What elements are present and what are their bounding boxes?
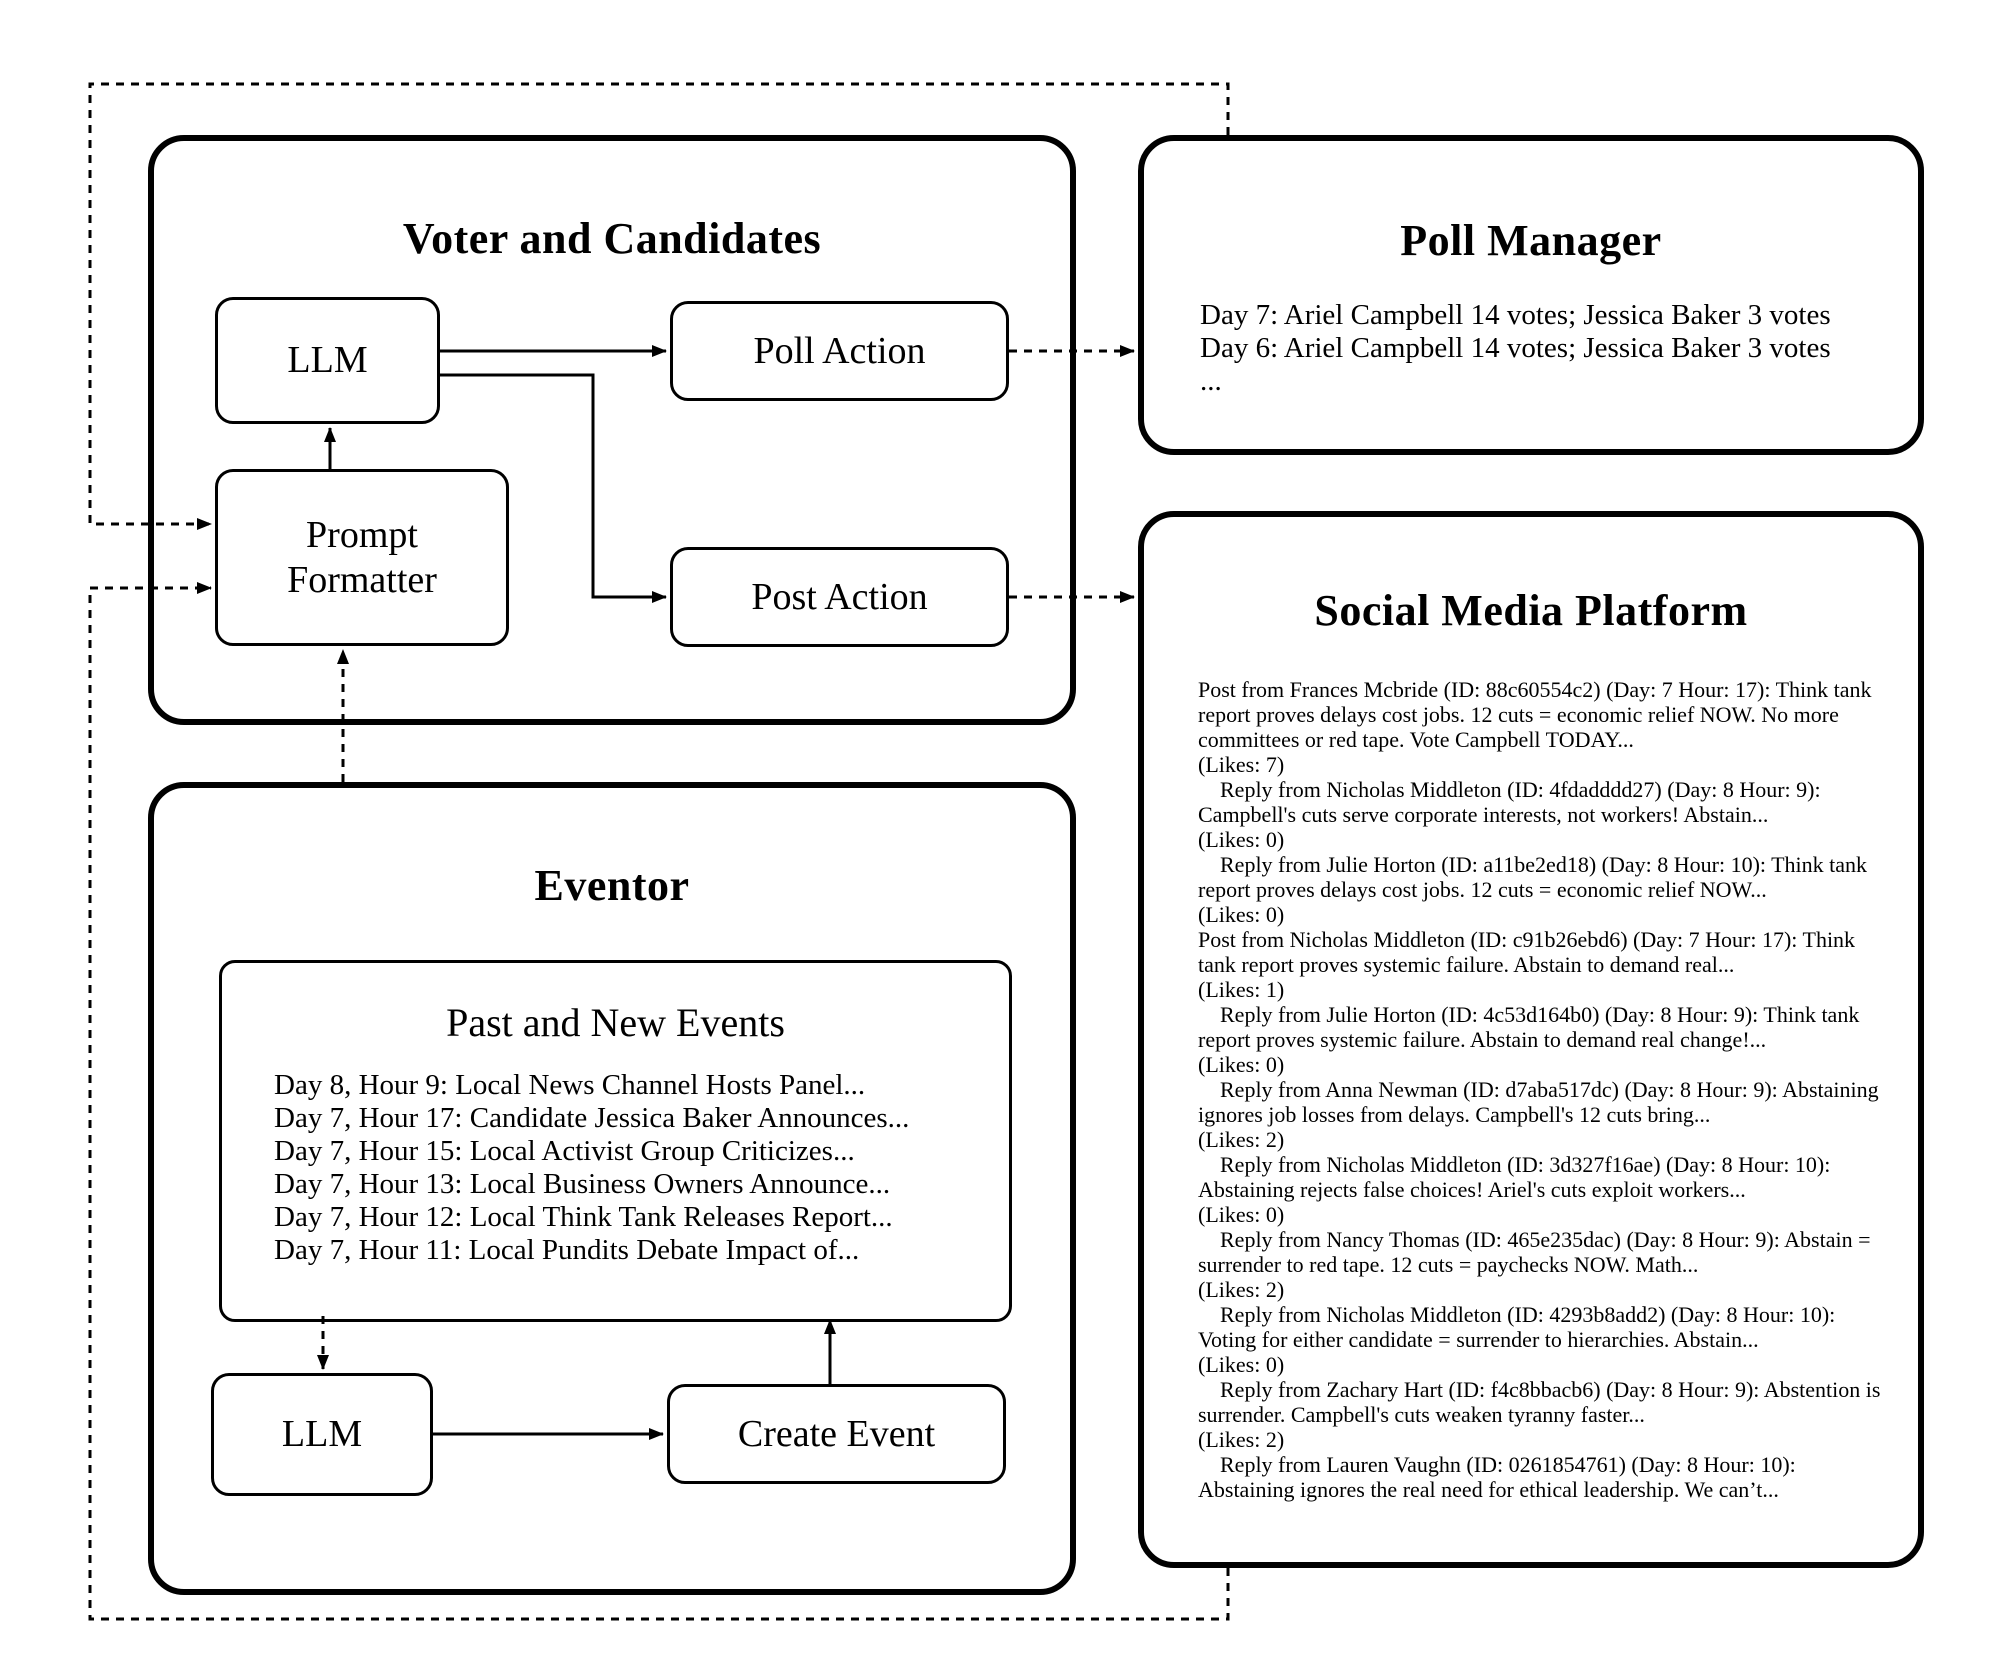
event-item: Day 7, Hour 15: Local Activist Group Criticizes... [274,1135,855,1167]
post-likes: (Likes: 2) [1198,1427,1285,1452]
post-action-node [670,547,1009,647]
post-text: Reply from Anna Newman (ID: d7aba517dc) (Day: 8 Hour: 9): Abstaining ignores job losses from delays. Campbell's 12 cuts bring... [1198,1077,1879,1127]
create-event-node [667,1384,1006,1484]
voter-and-candidates-title: Voter and Candidates [402,214,822,263]
social-post [1198,777,1892,852]
poll-result-line: Day 7: Ariel Campbell 14 votes; Jessica Baker 3 votes [1200,299,1831,331]
post-likes: (Likes: 1) [1198,977,1285,1002]
llm-node-voter-label: LLM [287,339,368,382]
event-item: Day 7, Hour 12: Local Think Tank Releases Report... [274,1201,893,1233]
post-text: Reply from Julie Horton (ID: a11be2ed18) (Day: 8 Hour: 10): Think tank report proves delays cost jobs. 12 cuts = economic relief NOW... [1198,852,1868,902]
social-post [1198,1002,1892,1077]
post-likes: (Likes: 0) [1198,1052,1285,1077]
post-text: Reply from Zachary Hart (ID: f4c8bbacb6) (Day: 8 Hour: 9): Abstention is surrender. Campbell's cuts weaken tyranny faster... [1198,1377,1881,1427]
post-text: Reply from Nicholas Middleton (ID: 4fdadddd27) (Day: 8 Hour: 9): Campbell's cuts serve corporate interests, not workers! Abstain... [1198,777,1821,827]
event-item: Day 7, Hour 17: Candidate Jessica Baker Announces... [274,1102,910,1134]
social-media-platform-box [1138,511,1924,1568]
post-likes: (Likes: 0) [1198,827,1285,852]
llm-node-eventor-label: LLM [281,1413,363,1456]
social-media-feed [1198,677,1892,1502]
event-item: Day 8, Hour 9: Local News Channel Hosts Panel... [274,1069,866,1101]
social-media-platform-title: Social Media Platform [1314,586,1748,635]
post-text: Reply from Nicholas Middleton (ID: 3d327f16ae) (Day: 8 Hour: 10): Abstaining rejects false choices! Ariel's cuts exploit workers... [1198,1152,1831,1202]
poll-manager-results [1200,299,1888,398]
post-likes: (Likes: 0) [1198,1352,1285,1377]
poll-result-line: Day 6: Ariel Campbell 14 votes; Jessica Baker 3 votes [1200,332,1831,364]
social-post [1198,677,1892,777]
post-likes: (Likes: 0) [1198,1202,1285,1227]
past-and-new-events-title: Past and New Events [446,1000,785,1045]
post-action-label: Post Action [751,575,928,618]
create-event-label: Create Event [737,1412,936,1455]
prompt-formatter-label: Prompt Formatter [287,513,437,601]
post-text: Reply from Lauren Vaughn (ID: 0261854761) (Day: 8 Hour: 10): Abstaining ignores the real need for ethical leadership. We can’t... [1198,1452,1796,1502]
poll-action-label: Poll Action [753,329,926,372]
social-post [1198,1302,1892,1377]
post-text: Reply from Nancy Thomas (ID: 465e235dac) (Day: 8 Hour: 9): Abstain = surrender to red tape. 12 cuts = paychecks NOW. Math... [1198,1227,1871,1277]
event-item: Day 7, Hour 13: Local Business Owners Announce... [274,1168,891,1200]
social-post [1198,927,1892,1002]
post-likes: (Likes: 0) [1198,902,1285,927]
llm-node-eventor [211,1373,433,1496]
social-post [1198,1227,1892,1302]
llm-node-voter [215,297,440,424]
poll-action-node [670,301,1009,401]
event-item: Day 7, Hour 11: Local Pundits Debate Impact of... [274,1234,860,1266]
social-post [1198,1152,1892,1227]
poll-manager-title: Poll Manager [1400,216,1662,265]
social-post [1198,1377,1892,1452]
poll-result-ellipsis: ... [1200,365,1222,397]
post-text: Post from Frances Mcbride (ID: 88c60554c2) (Day: 7 Hour: 17): Think tank report proves delays cost jobs. 12 cuts = economic relief NOW. No more committees or red tape. Vote Campbell TODAY... [1198,677,1872,752]
events-list [274,1069,989,1267]
post-text: Reply from Nicholas Middleton (ID: 4293b8add2) (Day: 8 Hour: 10): Voting for either candidate = surrender to hierarchies. Abstain... [1198,1302,1836,1352]
eventor-title: Eventor [534,861,690,910]
post-likes: (Likes: 2) [1198,1277,1285,1302]
social-post [1198,852,1892,927]
past-and-new-events-box [219,960,1012,1322]
prompt-formatter-node [215,469,509,646]
post-likes: (Likes: 2) [1198,1127,1285,1152]
post-likes: (Likes: 7) [1198,752,1285,777]
poll-manager-box [1138,135,1924,455]
post-text: Reply from Julie Horton (ID: 4c53d164b0) (Day: 8 Hour: 9): Think tank report proves systemic failure. Abstain to demand real change!... [1198,1002,1860,1052]
social-post [1198,1452,1892,1502]
post-text: Post from Nicholas Middleton (ID: c91b26ebd6) (Day: 7 Hour: 17): Think tank report proves systemic failure. Abstain to demand real... [1198,927,1856,977]
social-post [1198,1077,1892,1152]
